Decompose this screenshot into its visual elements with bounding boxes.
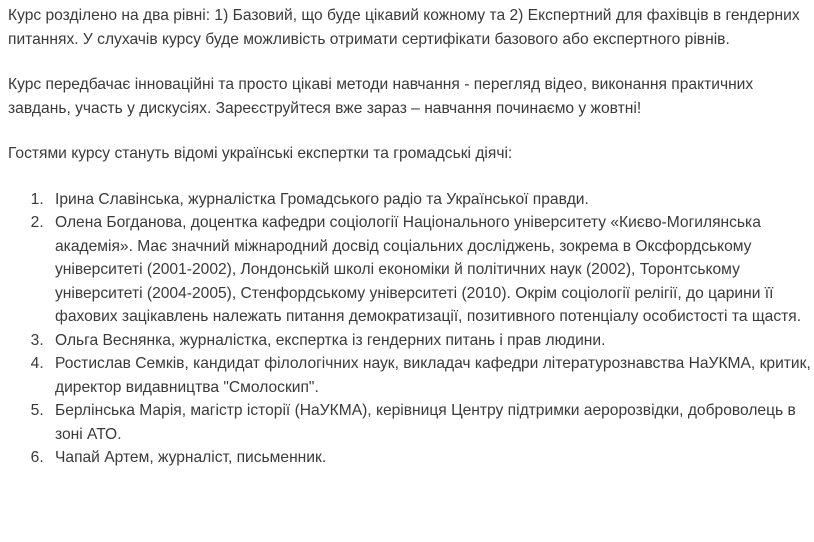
course-levels-paragraph: Курс розділено на два рівні: 1) Базовий, що буде цікавий кожному та 2) Експертний для фахівців в гендерних питаннях. У слухачів курсу буде можливість отримати сертифікати базового або експертного рівнів.	[8, 7, 800, 48]
list-item: 3. Ольга Веснянка, журналістка, експертка із гендерних питань і прав людини.	[48, 329, 814, 353]
course-methods-paragraph: Курс передбачає інноваційні та просто цікаві методи навчання - перегляд відео, виконання практичних завдань, участь у дискусіях. Зареєструйтеся вже зараз – навчання починаємо у жовтні!	[8, 76, 754, 117]
list-item: 6. Чапай Артем, журналіст, письменник.	[48, 446, 814, 470]
list-item: 1. Ірина Славінська, журналістка Громадського радіо та Української правди.	[48, 188, 814, 212]
guests-intro-paragraph: Гостями курсу стануть відомі українські експертки та громадські діячі:	[8, 145, 513, 162]
list-item: 5. Берлінська Марія, магістр історії (НаУКМА), керівниця Центру підтримки аеророзвідки, доброволець в зоні АТО.	[48, 399, 814, 446]
list-item: 4. Ростислав Семків, кандидат філологічних наук, викладач кафедри літературознавства НаУКМА, критик, директор видавництва "Смолоскип".	[48, 352, 814, 399]
guests-list	[8, 188, 814, 470]
list-item: 2. Олена Богданова, доцентка кафедри соціології Національного університету «Києво-Могилянська академія». Має значний міжнародний досвід соціальних досліджень, зокрема в Оксфордському університеті (2001-2002), Лондонській школі економіки й політичних наук (2002), Торонтському університеті (2004-2005), Стенфордському університеті (2010). Окрім соціології релігії, до царини її фахових зацікавлень належать питання демократизації, позитивного потенціалу особистості та щастя.	[48, 211, 814, 329]
